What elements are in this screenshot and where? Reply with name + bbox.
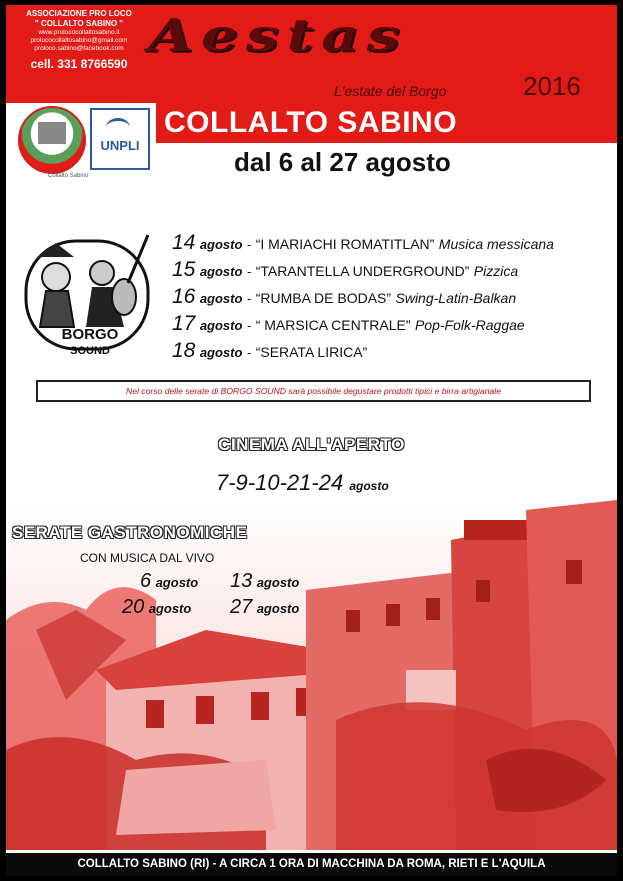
assoc-website: www.prolococollaltosabino.it	[38, 29, 120, 36]
cinema-dates	[216, 470, 389, 496]
event-day: 18	[172, 339, 196, 362]
event-day: 14	[172, 231, 196, 254]
event-genre: Pop-Folk-Raggae	[414, 317, 525, 333]
event-item	[172, 231, 612, 258]
castle-icon	[38, 122, 66, 144]
gastro-date	[140, 570, 198, 593]
poster-year: 2016	[523, 71, 581, 101]
assoc-phone: cell. 331 8766590	[30, 57, 128, 71]
event-dash: -	[246, 237, 252, 252]
gastro-month: agosto	[148, 601, 192, 616]
gastro-day: 20	[122, 596, 145, 618]
event-item	[172, 258, 612, 285]
event-day: 15	[172, 258, 196, 281]
event-dash: -	[246, 318, 252, 333]
cinema-days: 7-9-10-21-24	[216, 470, 344, 495]
borgo-sound-line1: BORGO	[61, 326, 119, 343]
tasting-note: Nel corso delle serate di BORGO SOUND sarà possibile degustare prodotti tipici e birra artigianale	[36, 380, 591, 402]
event-genre: Musica messicana	[438, 236, 554, 252]
cinema-month: agosto	[349, 479, 389, 493]
event-name: “RUMBA DE BODAS”	[255, 290, 392, 306]
event-month: agosto	[199, 237, 243, 252]
gastro-day: 13	[230, 570, 253, 592]
event-item	[172, 339, 612, 366]
gastro-month: agosto	[256, 601, 300, 616]
borgo-sound-logo	[16, 227, 156, 362]
event-item	[172, 312, 612, 339]
footer-text: COLLALTO SABINO (RI) - A CIRCA 1 ORA DI MACCHINA DA ROMA, RIETI E L'AQUILA	[77, 858, 546, 870]
cinema-title: CINEMA ALL'APERTO	[218, 435, 405, 454]
assoc-name-line1: ASSOCIAZIONE PRO LOCO	[26, 9, 132, 18]
gastro-date	[230, 570, 299, 593]
gastro-subtitle: CON MUSICA DAL VIVO	[80, 551, 215, 565]
unpli-label: UNPLI	[100, 138, 140, 153]
event-day: 16	[172, 285, 196, 308]
event-dash: -	[246, 345, 252, 360]
gastro-date	[122, 596, 191, 619]
festival-dates: dal 6 al 27 agosto	[234, 147, 451, 177]
gastro-date	[230, 596, 299, 619]
event-name: “TARANTELLA UNDERGROUND”	[255, 263, 470, 279]
gastro-month: agosto	[256, 575, 300, 590]
town-name: COLLALTO SABINO	[164, 106, 458, 139]
assoc-name-line2: " COLLALTO SABINO "	[34, 19, 124, 28]
event-dash: -	[246, 291, 252, 306]
assoc-facebook: proloco.sabino@facebook.com	[34, 45, 124, 52]
gastro-title: SERATE GASTRONOMICHE	[12, 523, 248, 542]
event-name: “ MARSICA CENTRALE”	[255, 317, 411, 333]
association-info	[10, 9, 148, 71]
event-item	[172, 285, 612, 312]
event-genre: Pizzica	[473, 263, 519, 279]
event-name: “I MARIACHI ROMATITLAN”	[255, 236, 435, 252]
event-month: agosto	[199, 291, 243, 306]
gastro-day: 6	[140, 570, 152, 592]
event-name: “SERATA LIRICA”	[255, 344, 368, 360]
event-genre: Swing-Latin-Balkan	[395, 290, 517, 306]
event-month: agosto	[199, 264, 243, 279]
event-month: agosto	[199, 318, 243, 333]
bird-icon	[106, 118, 130, 137]
proloco-logo	[18, 106, 86, 174]
unpli-logo	[90, 108, 150, 170]
borgo-sound-line2: SOUND	[70, 345, 110, 357]
assoc-email: prolococollaltosabino@gmail.com	[30, 37, 128, 44]
event-list	[172, 231, 612, 366]
gastro-day: 27	[230, 596, 253, 618]
proloco-logo-caption: Collalto Sabino	[48, 173, 89, 179]
gastro-month: agosto	[155, 575, 199, 590]
event-dash: -	[246, 264, 252, 279]
poster-subtitle: L'estate del Borgo	[334, 83, 447, 99]
event-month: agosto	[199, 345, 243, 360]
poster-title: Aestas	[148, 9, 408, 63]
poster	[6, 5, 617, 876]
event-day: 17	[172, 312, 196, 335]
